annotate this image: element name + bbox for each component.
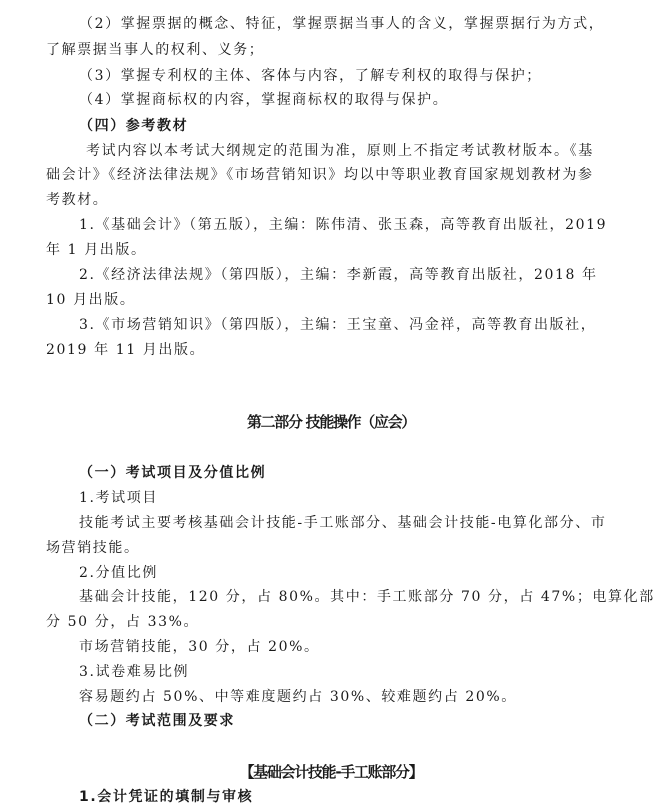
text-line: 10 月出版。 — [46, 292, 136, 308]
text-line: （4）掌握商标权的内容，掌握商标权的取得与保护。 — [79, 92, 449, 108]
text-line: 基础会计技能，120 分，占 80%。其中：手工账部分 70 分，占 47%；电算化部 — [79, 589, 655, 605]
text-line: 场营销技能。 — [46, 540, 140, 556]
text-line: 2.《经济法律法规》（第四版），主编：李新霞，高等教育出版社，2018 年 — [79, 267, 598, 283]
text-line: 3.试卷难易比例 — [79, 664, 190, 680]
text-line: 1.《基础会计》（第五版），主编：陈伟清、张玉森，高等教育出版社，2019 — [79, 217, 608, 233]
part-title: 第二部分 技能操作（应会） — [246, 413, 416, 431]
text-line: 容易题约占 50%、中等难度题约占 30%、较难题约占 20%。 — [79, 689, 517, 705]
section-heading: （一）考试项目及分值比例 — [79, 465, 267, 481]
text-line: 础会计》《经济法律法规》《市场营销知识》均以中等职业教育国家规划教材为参 — [46, 167, 594, 183]
text-line: （2）掌握票据的概念、特征，掌握票据当事人的含义，掌握票据行为方式， — [79, 16, 605, 32]
text-line: 市场营销技能，30 分，占 20%。 — [79, 639, 320, 655]
text-line: （3）掌握专利权的主体、客体与内容，了解专利权的取得与保护； — [79, 68, 542, 84]
text-line: 考教材。 — [46, 192, 109, 208]
text-line: 1.考试项目 — [79, 490, 158, 506]
text-line: 了解票据当事人的权利、义务； — [46, 42, 265, 58]
text-line: 2.分值比例 — [79, 565, 158, 581]
text-line: 2019 年 11 月出版。 — [46, 342, 206, 358]
section-heading: （四）参考教材 — [79, 118, 189, 134]
text-line: 技能考试主要考核基础会计技能-手工账部分、基础会计技能-电算化部分、市 — [79, 515, 607, 531]
text-line: 分 50 分，占 33%。 — [46, 614, 200, 630]
text-line: 年 1 月出版。 — [46, 242, 147, 258]
text-line: 考试内容以本考试大纲规定的范围为准，原则上不指定考试教材版本。《基 — [86, 143, 594, 159]
text-line: 3.《市场营销知识》（第四版），主编：王宝童、冯金祥，高等教育出版社， — [79, 317, 597, 333]
subpart-title: 【基础会计技能-手工账部分】 — [239, 763, 423, 781]
section-heading: （二）考试范围及要求 — [79, 713, 235, 729]
section-heading: 1.会计凭证的填制与审核 — [79, 789, 254, 805]
